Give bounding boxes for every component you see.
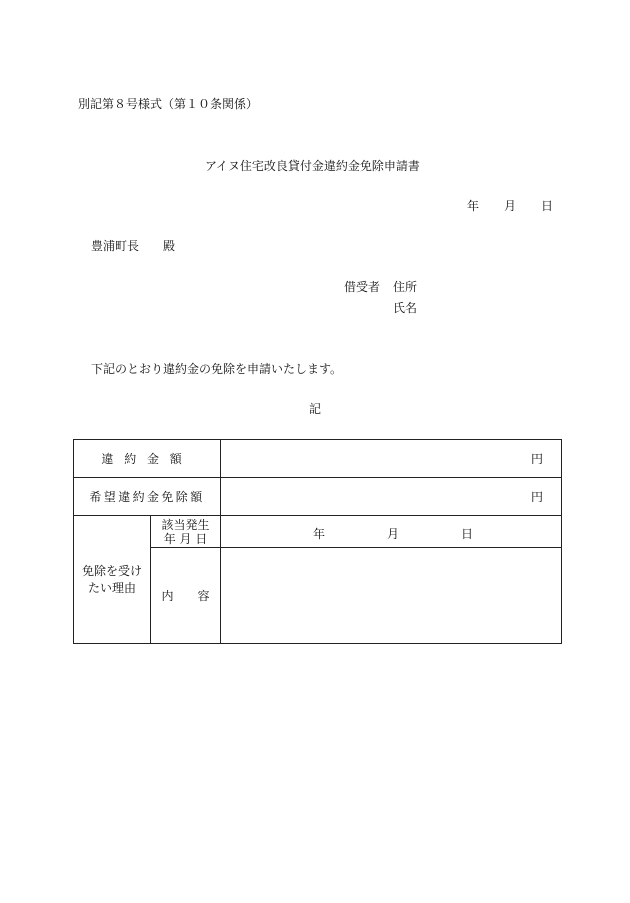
borrower-label: 借受者 bbox=[344, 280, 381, 294]
occurrence-date-label-line1: 該当発生 bbox=[161, 517, 210, 532]
application-table bbox=[73, 439, 562, 644]
borrower-address-label: 住所 bbox=[393, 280, 418, 294]
occurrence-month: 月 bbox=[387, 527, 400, 541]
waiver-amount-label: 希望違約金免除額 bbox=[89, 490, 205, 504]
addressee: 豊浦町長 殿 bbox=[91, 239, 176, 253]
occurrence-date-row bbox=[74, 516, 562, 548]
penalty-amount-row bbox=[74, 440, 562, 478]
reason-label-line2: たい理由 bbox=[87, 580, 136, 595]
form-number: 別記第８号様式（第１０条関係） bbox=[78, 97, 259, 111]
penalty-amount-yen: 円 bbox=[531, 452, 544, 466]
document-title: アイヌ住宅改良貸付金違約金免除申請書 bbox=[205, 159, 420, 173]
occurrence-year: 年 bbox=[313, 527, 326, 541]
content-label-cell bbox=[151, 548, 221, 644]
ki-heading: 記 bbox=[309, 402, 322, 416]
waiver-amount-label-cell bbox=[74, 478, 221, 516]
reason-label-line1: 免除を受け bbox=[81, 563, 142, 578]
date-day: 日 bbox=[541, 199, 554, 213]
occurrence-date-field[interactable] bbox=[221, 516, 562, 548]
date-year: 年 bbox=[467, 199, 480, 213]
penalty-amount-label-cell bbox=[74, 440, 221, 478]
application-statement: 下記のとおり違約金の免除を申請いたします。 bbox=[91, 362, 343, 376]
waiver-amount-row bbox=[74, 478, 562, 516]
waiver-amount-yen: 円 bbox=[531, 490, 544, 504]
content-field[interactable] bbox=[221, 548, 562, 644]
occurrence-date-label-cell bbox=[151, 516, 221, 548]
borrower-name-label: 氏名 bbox=[393, 301, 418, 315]
content-label: 内 容 bbox=[161, 589, 210, 603]
penalty-amount-field[interactable] bbox=[221, 440, 562, 478]
reason-label-cell bbox=[74, 516, 151, 644]
penalty-amount-label: 違約金額 bbox=[101, 452, 193, 466]
waiver-amount-field[interactable] bbox=[221, 478, 562, 516]
occurrence-date-label-line2: 年 月 日 bbox=[163, 531, 208, 546]
occurrence-day: 日 bbox=[461, 527, 474, 541]
date-month: 月 bbox=[504, 199, 517, 213]
